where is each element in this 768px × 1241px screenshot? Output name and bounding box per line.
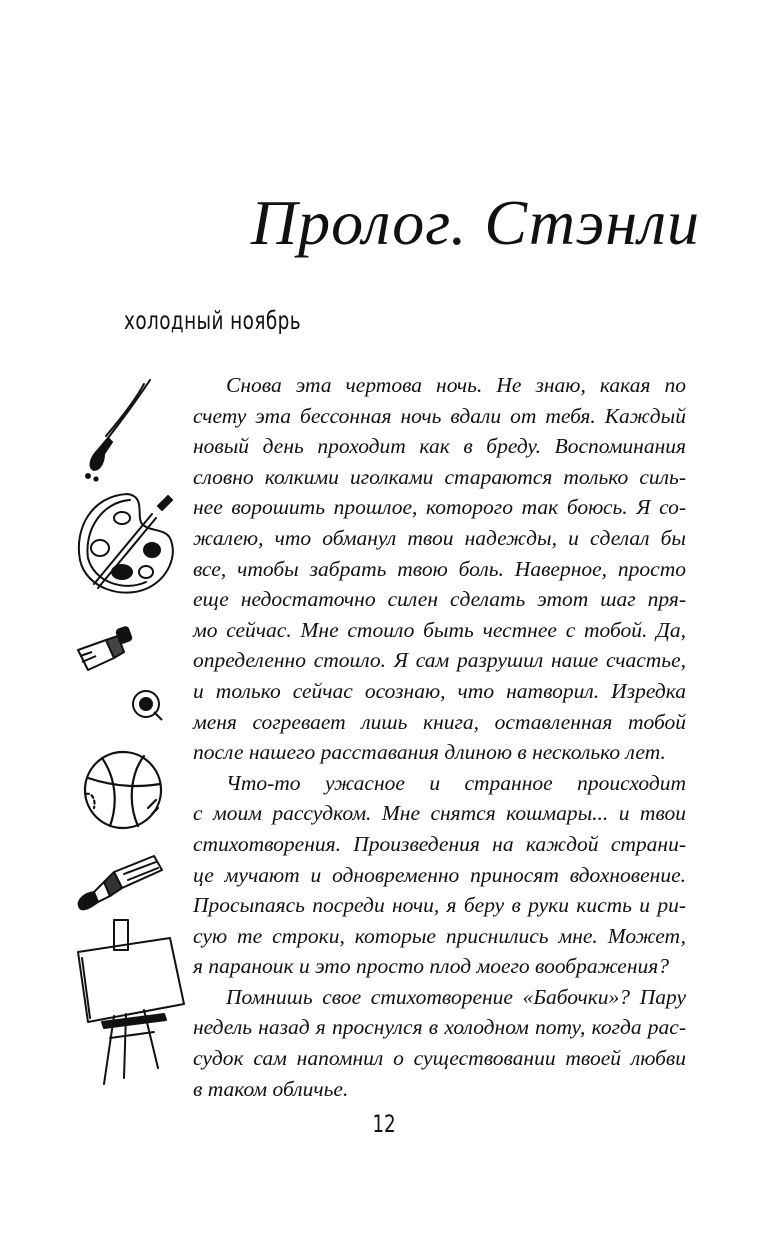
text-line: определенно стоило. Я сам разрушил наше счастье,: [193, 648, 686, 673]
text-line: Снова эта чертова ночь. Не знаю, какая по: [226, 373, 686, 397]
easel-icon: [74, 918, 194, 1088]
text-line: новый день проходит как в бреду. Воспоминания: [193, 434, 686, 459]
body-text: [193, 370, 686, 1104]
paintbrush-icon: [78, 378, 158, 483]
text-line: все, чтобы забрать твою боль. Наверное, просто: [193, 556, 686, 581]
text-line: стихотворения. Произведения на каждой страни-: [193, 831, 686, 856]
text-line: судок сам напомнил о существовании твоей любви: [193, 1046, 686, 1071]
text-line: в таком обличье.: [193, 1076, 349, 1101]
paint-tube-open-icon: [74, 852, 166, 916]
basketball-icon: [82, 748, 164, 832]
text-line: с моим рассудком. Мне снятся кошмары... и твои: [193, 801, 686, 826]
page-number: 12: [372, 1110, 396, 1138]
text-line: Помнишь свое стихотворение «Бабочки»? Пару: [226, 984, 686, 1009]
pushpin-icon: [128, 686, 168, 726]
text-line: нее ворошить прошлое, которого так боюсь. Я со-: [193, 495, 686, 520]
text-line: це мучают и одновременно приносят вдохновение.: [193, 862, 686, 887]
text-line: мо сейчас. Мне стоило быть честнее с тобой. Да,: [193, 617, 686, 642]
section-title: холодный ноябрь: [124, 306, 302, 335]
palette-icon: [72, 488, 182, 603]
text-line: еще недостаточно силен сделать этот шаг пря-: [193, 587, 686, 612]
text-line: недель назад я проснулся в холодном поту, когда рас-: [193, 1015, 686, 1040]
text-line: словно колкими иголками стараются только силь-: [193, 464, 686, 489]
paint-tube-icon: [74, 626, 134, 676]
chapter-title: Пролог. Стэнли: [250, 187, 700, 258]
text-line: Что-то ужасное и странное происходит: [226, 770, 686, 795]
text-line: сую те строки, которые приснились мне. Может,: [193, 923, 686, 948]
text-line: меня согревает лишь книга, оставленная тобой: [193, 709, 686, 734]
text-line: и только сейчас осознаю, что натворил. Изредка: [193, 678, 686, 703]
text-line: Просыпаясь посреди ночи, я беру в руки кисть и ри-: [193, 893, 686, 918]
text-line: счету эта бессонная ночь вдали от тебя. Каждый: [193, 403, 686, 428]
text-line: после нашего расставания длиною в несколько лет.: [193, 740, 666, 765]
text-line: жалею, что обманул твои надежды, и сделал бы: [193, 525, 686, 550]
text-line: я параноик и это просто плод моего воображения?: [193, 954, 670, 979]
